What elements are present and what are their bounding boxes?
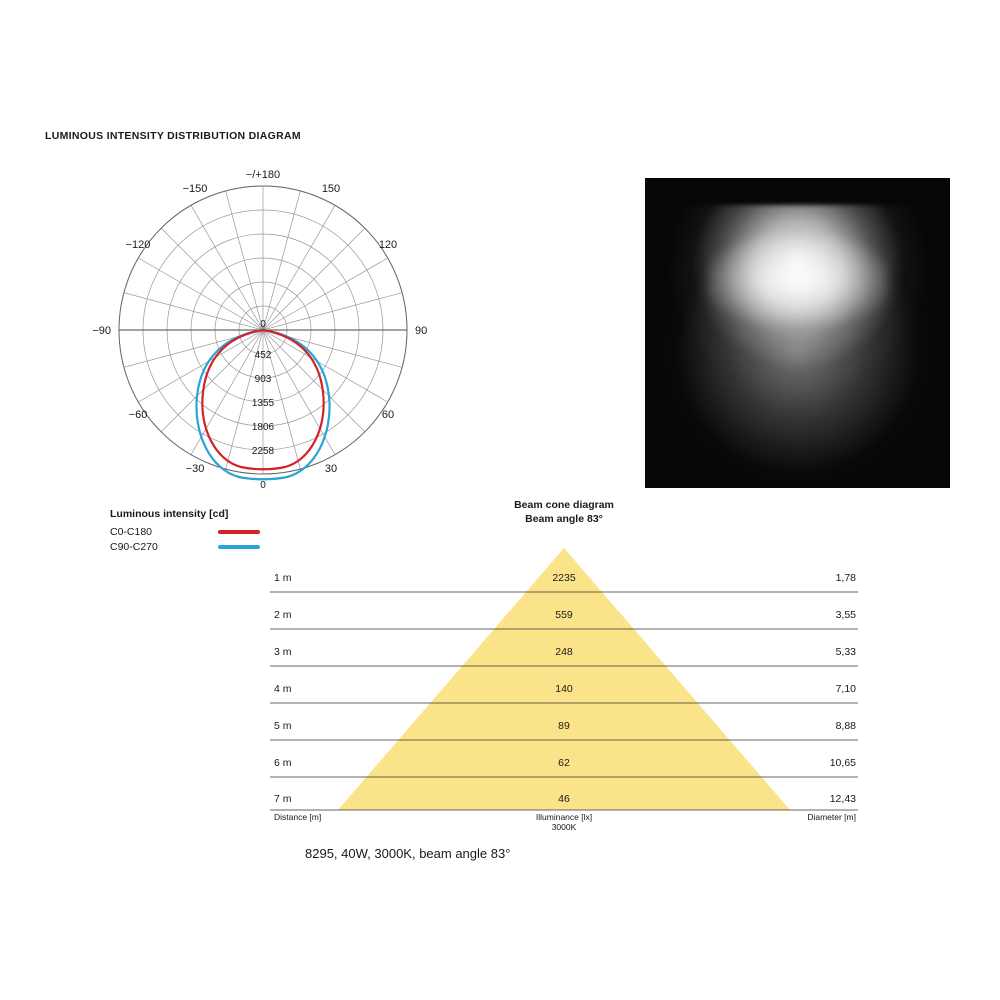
cone-lux-3m: 248 xyxy=(555,646,573,658)
cone-diameter-2m: 3,55 xyxy=(835,609,856,621)
cone-col-diameter: Diameter [m] xyxy=(807,812,856,822)
beam-hotspot xyxy=(708,235,888,325)
beam-cone-title xyxy=(270,498,858,526)
cone-row-6m xyxy=(270,757,858,773)
cone-row-7m xyxy=(270,793,858,809)
cone-diameter-1m: 1,78 xyxy=(835,572,856,584)
radial-label-903: 903 xyxy=(254,374,272,385)
legend xyxy=(110,508,260,554)
cone-row-2m xyxy=(270,609,858,625)
legend-swatch-c0-c180 xyxy=(218,530,260,534)
cone-distance-7m: 7 m xyxy=(274,793,292,805)
legend-item-c0-c180 xyxy=(110,524,260,539)
angle-label-minus60: −60 xyxy=(128,409,148,421)
cone-distance-1m: 1 m xyxy=(274,572,292,584)
angle-label-60: 60 xyxy=(381,409,395,421)
cone-lux-4m: 140 xyxy=(555,683,573,695)
cone-diameter-7m: 12,43 xyxy=(829,793,856,805)
product-caption: 8295, 40W, 3000K, beam angle 83° xyxy=(305,846,511,861)
cone-col-distance: Distance [m] xyxy=(274,812,322,822)
cone-row-3m xyxy=(270,646,858,662)
legend-label-c90-c270: C90-C270 xyxy=(110,540,158,553)
radial-label-0: 0 xyxy=(260,319,266,330)
cone-distance-6m: 6 m xyxy=(274,757,292,769)
cone-row-4m xyxy=(270,683,858,699)
cone-diameter-6m: 10,65 xyxy=(829,757,856,769)
legend-label-c0-c180: C0-C180 xyxy=(110,525,153,538)
angle-label-minus30: −30 xyxy=(185,463,205,475)
radial-label-2258: 2258 xyxy=(251,446,275,457)
angle-label-30: 30 xyxy=(324,463,338,475)
cone-footer xyxy=(270,812,858,832)
legend-item-c90-c270 xyxy=(110,539,260,554)
cone-lux-5m: 89 xyxy=(558,720,570,732)
luminous-intensity-polar-chart xyxy=(70,160,470,500)
legend-title: Luminous intensity [cd] xyxy=(110,508,229,520)
cone-col-illuminance-label: Illuminance [lx] xyxy=(535,812,593,822)
beam-cone-diagram xyxy=(270,548,858,830)
radial-label-1806: 1806 xyxy=(251,422,275,433)
cone-lux-7m: 46 xyxy=(558,793,570,805)
cone-diameter-3m: 5,33 xyxy=(835,646,856,658)
cone-lux-1m: 2235 xyxy=(552,572,576,584)
cone-lux-6m: 62 xyxy=(558,757,570,769)
cone-distance-3m: 3 m xyxy=(274,646,292,658)
cone-lux-2m: 559 xyxy=(555,609,573,621)
beam-photo xyxy=(645,178,950,488)
cone-distance-4m: 4 m xyxy=(274,683,292,695)
angle-label-120: 120 xyxy=(378,239,398,251)
cone-distance-2m: 2 m xyxy=(274,609,292,621)
cone-distance-5m: 5 m xyxy=(274,720,292,732)
beam-cone-title-line2: Beam angle 83° xyxy=(525,513,603,525)
angle-label-minus150: −150 xyxy=(182,183,208,195)
polar-chart-svg xyxy=(70,160,470,500)
beam-cone-title-line1: Beam cone diagram xyxy=(514,499,614,511)
angle-label-150: 150 xyxy=(321,183,341,195)
angle-label-180: −/+180 xyxy=(245,169,281,181)
radial-label-452: 452 xyxy=(254,350,272,361)
angle-label-minus90: −90 xyxy=(92,325,111,337)
angle-label-minus120: −120 xyxy=(125,239,151,251)
page-title: LUMINOUS INTENSITY DISTRIBUTION DIAGRAM xyxy=(45,130,301,142)
cone-row-5m xyxy=(270,720,858,736)
cone-row-1m xyxy=(270,572,858,588)
cone-diameter-4m: 7,10 xyxy=(835,683,856,695)
legend-swatch-c90-c270 xyxy=(218,545,260,549)
radial-label-bottom-0: 0 xyxy=(260,480,266,491)
angle-label-90: 90 xyxy=(415,325,428,337)
radial-label-1355: 1355 xyxy=(251,398,275,409)
cone-diameter-5m: 8,88 xyxy=(835,720,856,732)
cone-col-cct: 3000K xyxy=(551,822,577,832)
cone-col-illuminance xyxy=(270,812,858,832)
